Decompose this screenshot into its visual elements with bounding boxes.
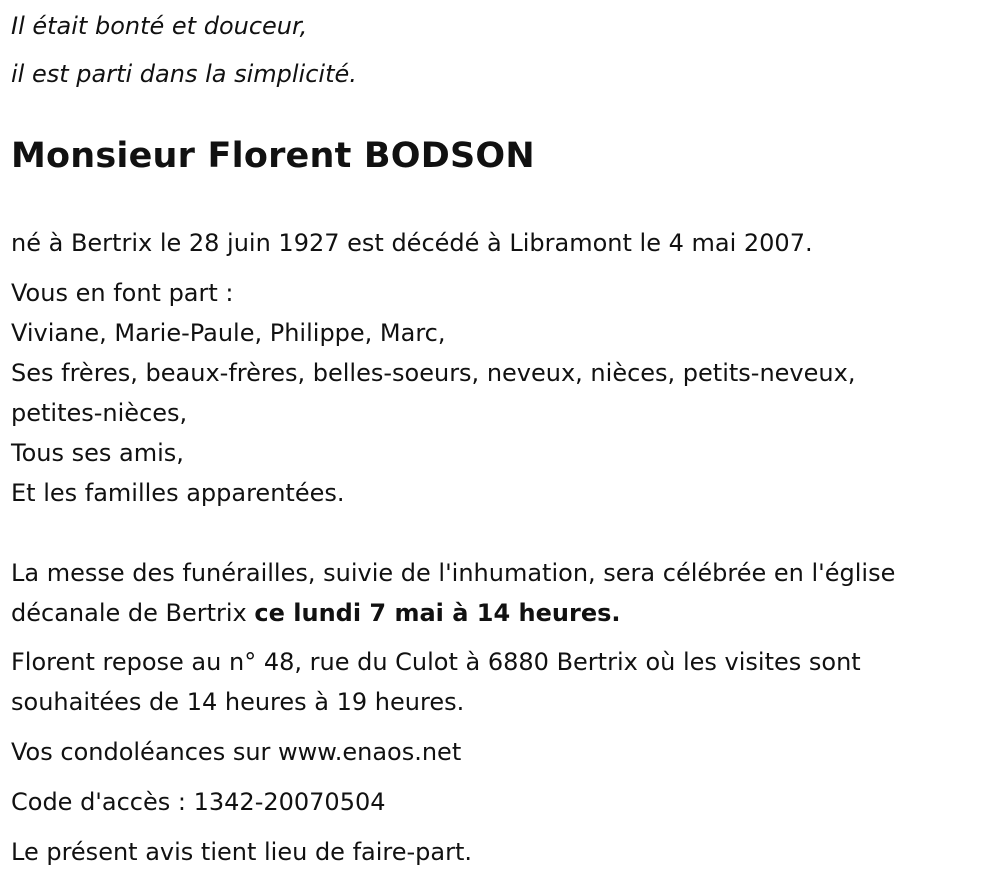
family-line: Tous ses amis, [11, 439, 184, 467]
epitaph-line-2: il est parti dans la simplicité. [11, 60, 357, 88]
visitation-line-1: Florent repose au n° 48, rue du Culot à 6880 Bertrix où les visites sont [11, 648, 861, 676]
funeral-line-2 [11, 598, 621, 628]
family-line: Ses frères, beaux-frères, belles-soeurs, neveux, nièces, petits-neveux, [11, 359, 856, 387]
family-line: petites-nièces, [11, 399, 188, 427]
family-intro: Vous en font part : [11, 279, 234, 307]
funeral-date: ce lundi 7 mai à 14 heures. [254, 599, 621, 627]
birth-death-text: né à Bertrix le 28 juin 1927 est décédé à Libramont le 4 mai 2007. [11, 229, 813, 257]
closing-text: Le présent avis tient lieu de faire-part. [11, 838, 473, 866]
epitaph-line-1: Il était bonté et douceur, [11, 12, 308, 40]
access-code-text: Code d'accès : 1342-20070504 [11, 788, 386, 816]
funeral-line-1: La messe des funérailles, suivie de l'inhumation, sera célébrée en l'église [11, 559, 896, 587]
visitation-line-2: souhaitées de 14 heures à 19 heures. [11, 688, 465, 716]
family-line: Et les familles apparentées. [11, 479, 345, 507]
family-line: Viviane, Marie-Paule, Philippe, Marc, [11, 319, 446, 347]
deceased-name: Monsieur Florent BODSON [11, 136, 535, 176]
condolences-text: Vos condoléances sur www.enaos.net [11, 738, 462, 766]
funeral-church: décanale de Bertrix [11, 599, 255, 627]
